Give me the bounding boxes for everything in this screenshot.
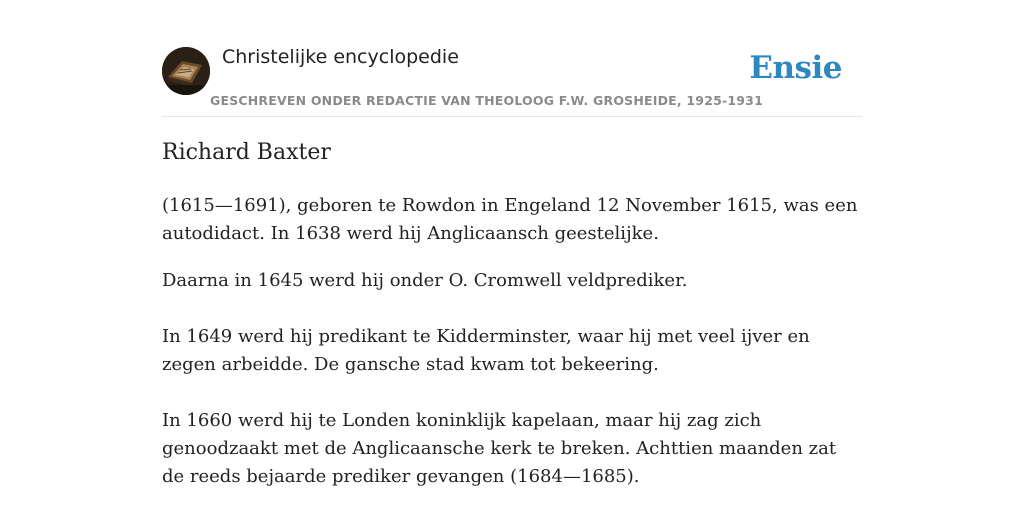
article-paragraph: (1615—1691), geboren te Rowdon in Engeland 12 November 1615, was een autodidact. In 1638 werd hij Anglicaansch geestelijke. bbox=[162, 195, 858, 244]
article-body bbox=[162, 192, 862, 491]
publication-avatar[interactable] bbox=[162, 47, 210, 95]
ensie-logo[interactable]: Ensie bbox=[749, 50, 842, 86]
publication-subtitle: GESCHREVEN ONDER REDACTIE VAN THEOLOOG F.W. GROSHEIDE, 1925-1931 bbox=[210, 93, 763, 108]
publication-header bbox=[162, 44, 862, 117]
article-paragraph: Daarna in 1645 werd hij onder O. Cromwell veldprediker. bbox=[162, 270, 688, 291]
article-paragraph: In 1660 werd hij te Londen koninklijk kapelaan, maar hij zag zich genoodzaakt met de Anglicaansche kerk te breken. Achttien maanden zat de reeds bejaarde prediker gevangen (1684—1685). bbox=[162, 410, 837, 487]
publication-title[interactable]: Christelijke encyclopedie bbox=[222, 46, 459, 68]
book-image-icon bbox=[162, 47, 210, 95]
article-title: Richard Baxter bbox=[162, 140, 331, 165]
article-paragraph: In 1649 werd hij predikant te Kidderminster, waar hij met veel ijver en zegen arbeidde. De gansche stad kwam tot bekeering. bbox=[162, 326, 810, 375]
